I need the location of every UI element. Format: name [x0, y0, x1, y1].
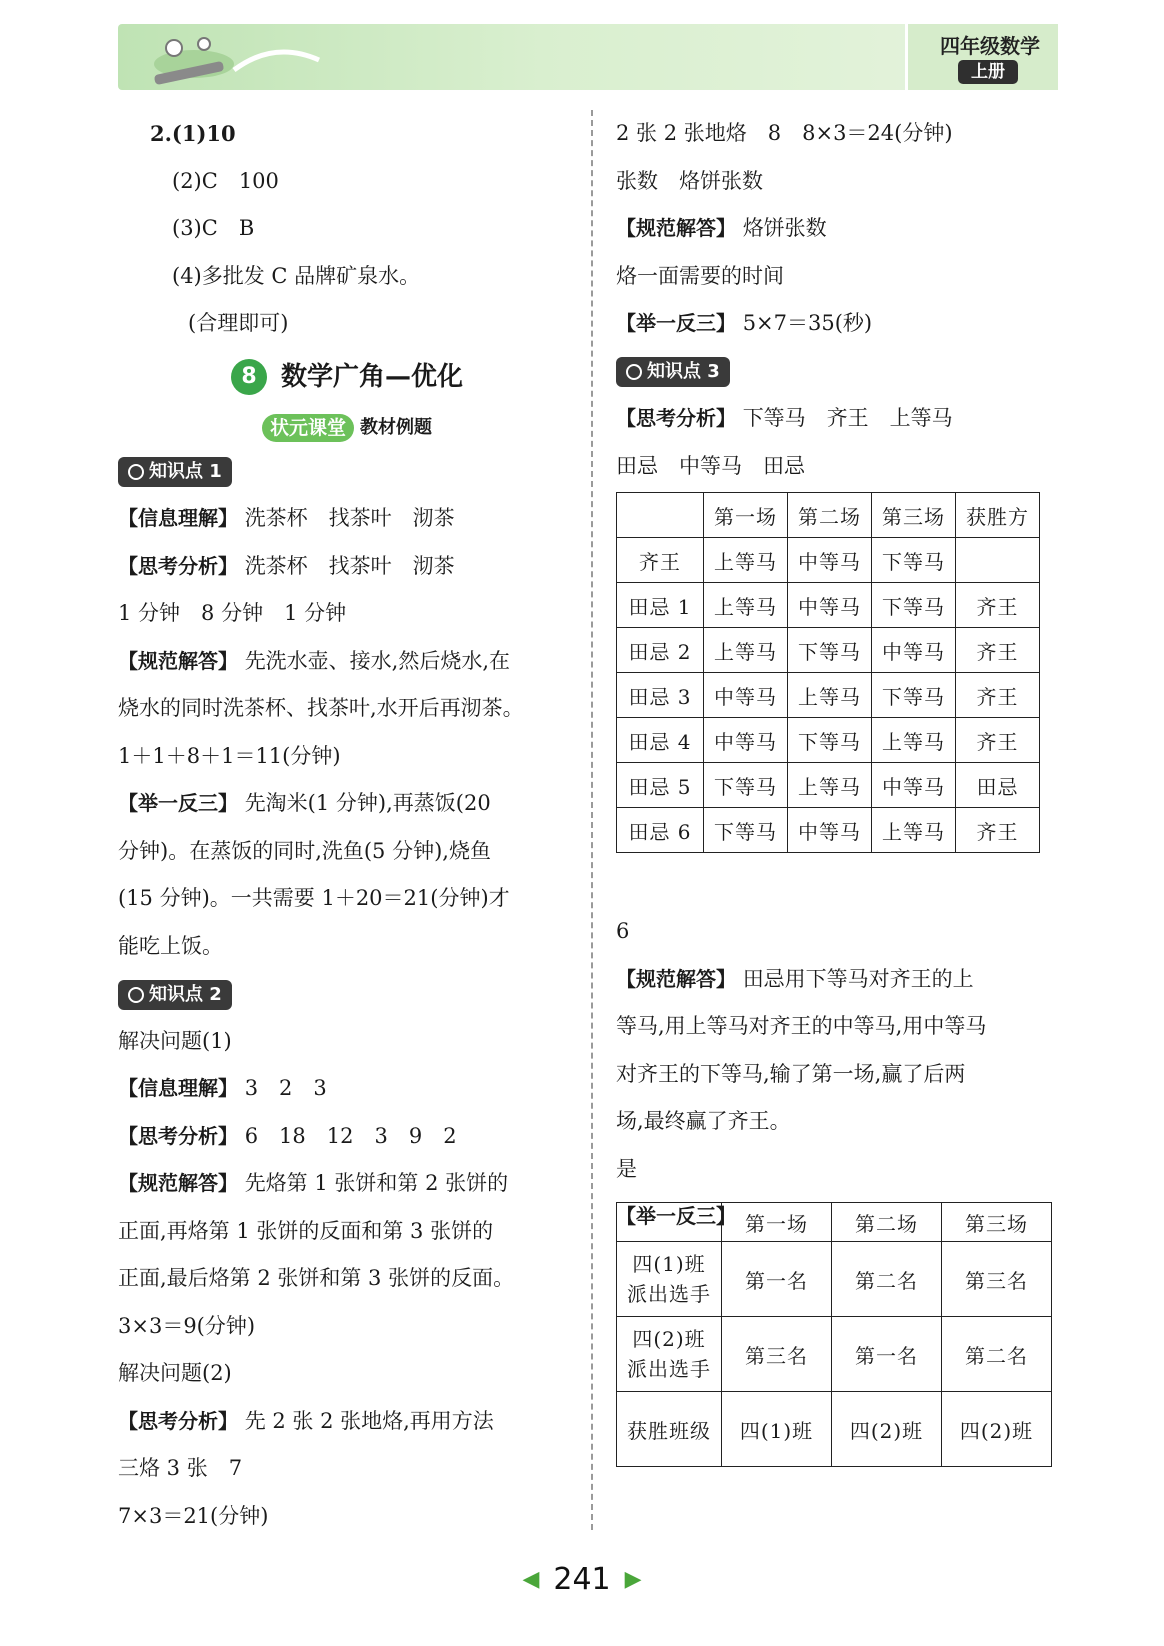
right-column: [616, 110, 1068, 490]
table-cell: 获胜班级: [617, 1392, 722, 1467]
table-cell: 上等马: [788, 763, 872, 808]
answer-line: 【规范解答】 田忌用下等马对齐王的上: [616, 966, 974, 991]
answer-line: 【规范解答】 烙饼张数: [616, 216, 827, 240]
label-standard: 【规范解答】: [118, 1171, 238, 1195]
answer-line: 【举一反三】 先淘米(1 分钟),再蒸饭(20: [118, 791, 491, 815]
table-row: [617, 583, 1040, 628]
table-row: [617, 538, 1040, 583]
answer-line: 正面,最后烙第 2 张饼和第 3 张饼的反面。: [118, 1266, 515, 1290]
label-info: 【信息理解】: [118, 506, 238, 530]
answer-line: (3)C B: [172, 216, 255, 240]
left-arrow-icon: ◀: [522, 1567, 540, 1592]
table-cell: 中等马: [872, 763, 956, 808]
table-cell: 四(2)班: [942, 1392, 1052, 1467]
table-row: [617, 1242, 1052, 1317]
table-cell: 齐王: [956, 583, 1040, 628]
table-cell: 田忌 6: [617, 808, 704, 853]
grade-title: 四年级数学: [940, 34, 1040, 58]
label-info: 【信息理解】: [118, 1076, 238, 1100]
label-think: 【思考分析】: [616, 406, 736, 430]
answer-line: 6: [616, 919, 630, 943]
label-standard: 【规范解答】: [616, 216, 736, 240]
table-cell: 第三场: [872, 493, 956, 538]
label-example: 【举一反三】: [616, 1204, 736, 1228]
horse-race-table: [616, 492, 1040, 853]
pencil-illustration-icon: [134, 30, 324, 86]
table-cell: 上等马: [872, 808, 956, 853]
answer-line: 【思考分析】 先 2 张 2 张地烙,再用方法: [118, 1408, 494, 1433]
table-cell: 四(2)班: [832, 1392, 942, 1467]
table-cell: 下等马: [872, 583, 956, 628]
table-cell: 齐王: [956, 673, 1040, 718]
table-cell: 上等马: [704, 583, 788, 628]
answer-line: (2)C 100: [172, 168, 279, 193]
table-cell: 齐王: [956, 628, 1040, 673]
table-row: [617, 673, 1040, 718]
answer-line: 分钟)。在蒸饭的同时,洗鱼(5 分钟),烧鱼: [118, 838, 491, 863]
target-icon: [128, 464, 144, 480]
table-row: [617, 628, 1040, 673]
table-cell: 齐王: [956, 808, 1040, 853]
table-cell: 中等马: [788, 583, 872, 628]
table-cell: 第二名: [832, 1242, 942, 1317]
right-arrow-icon: ▶: [624, 1567, 642, 1592]
answer-line: 正面,再烙第 1 张饼的反面和第 3 张饼的: [118, 1218, 494, 1243]
section-heading: [118, 348, 576, 406]
table-row: [617, 718, 1040, 763]
answer-line: 【信息理解】 3 2 3: [118, 1076, 327, 1100]
answer-line: (合理即可): [188, 311, 289, 335]
answer-line: (15 分钟)。一共需要 1＋20＝21(分钟)才: [118, 886, 510, 910]
answer-line: 3×3＝9(分钟): [118, 1313, 256, 1338]
table-header-row: [617, 1203, 1052, 1242]
answer-line: 【思考分析】 下等马 齐王 上等马: [616, 406, 953, 430]
table-cell: [956, 538, 1040, 583]
answer-line: (4)多批发 C 品牌矿泉水。: [172, 263, 421, 288]
knowledge-point-badge: 知识点 1: [118, 457, 232, 487]
table-cell: 第二名: [942, 1317, 1052, 1392]
answer-line: 对齐王的下等马,输了第一场,赢了后两: [616, 1061, 966, 1086]
label-standard: 【规范解答】: [616, 966, 736, 991]
table-cell: 中等马: [704, 718, 788, 763]
answer-line: 1 分钟 8 分钟 1 分钟: [118, 601, 347, 625]
column-divider: [591, 110, 593, 1530]
answer-line: 烧水的同时洗茶杯、找茶叶,水开后再沏茶。: [118, 696, 524, 720]
table-cell: 第二场: [788, 493, 872, 538]
table-cell: 齐王: [617, 538, 704, 583]
label-think: 【思考分析】: [118, 1408, 238, 1433]
answer-line: 2.(1)10: [150, 121, 236, 146]
table-row: [617, 1317, 1052, 1392]
course-banner: [118, 406, 576, 448]
table-cell: 下等马: [872, 673, 956, 718]
table-cell: 下等马: [788, 718, 872, 763]
table-cell: 上等马: [704, 628, 788, 673]
volume-badge: 上册: [958, 60, 1018, 84]
banner-pill: 状元课堂: [262, 414, 354, 442]
answer-line: 等马,用上等马对齐王的中等马,用中等马: [616, 1014, 987, 1038]
answer-line: 田忌 中等马 田忌: [616, 453, 805, 478]
table-cell: 第三名: [942, 1242, 1052, 1317]
table-cell: 田忌 3: [617, 673, 704, 718]
table-cell: 获胜方: [956, 493, 1040, 538]
table-cell: [617, 493, 704, 538]
table-cell: 上等马: [704, 538, 788, 583]
table-cell: 中等马: [788, 538, 872, 583]
table-cell: 齐王: [956, 718, 1040, 763]
page-number: ◀ 241 ▶: [522, 1562, 642, 1597]
table-cell: 上等马: [872, 718, 956, 763]
answer-line: 场,最终赢了齐王。: [616, 1109, 791, 1133]
table-cell: 下等马: [788, 628, 872, 673]
class-contest-table: [616, 1202, 1052, 1467]
table-cell: 下等马: [872, 538, 956, 583]
answer-line: 烙一面需要的时间: [616, 263, 784, 288]
label-think: 【思考分析】: [118, 1123, 238, 1148]
knowledge-point-row: [118, 970, 576, 1018]
knowledge-point-badge: 知识点 3: [616, 357, 730, 387]
section-title: 数学广角—优化: [280, 361, 463, 392]
answer-line: 三烙 3 张 7: [118, 1456, 243, 1480]
answer-line: 1＋1＋8＋1＝11(分钟): [118, 743, 341, 768]
target-icon: [128, 987, 144, 1003]
table-cell: 田忌 1: [617, 583, 704, 628]
knowledge-point-row: [616, 348, 1068, 396]
table-cell: 四(2)班 派出选手: [617, 1317, 722, 1392]
answer-line: 能吃上饭。: [118, 933, 223, 958]
answer-line: 解决问题(2): [118, 1361, 232, 1385]
table-cell: 中等马: [872, 628, 956, 673]
table-header-row: [617, 493, 1040, 538]
table-cell: 第一场: [704, 493, 788, 538]
table-cell: 上等马: [788, 673, 872, 718]
table-cell: 下等马: [704, 808, 788, 853]
table-cell: 第三场: [942, 1203, 1052, 1242]
answer-line: 解决问题(1): [118, 1028, 232, 1053]
target-icon: [626, 364, 642, 380]
knowledge-point-badge: 知识点 2: [118, 980, 232, 1010]
answer-line: 【规范解答】 先烙第 1 张饼和第 2 张饼的: [118, 1171, 509, 1195]
table-cell: [617, 1203, 722, 1242]
table-row: [617, 763, 1040, 808]
banner-text: 教材例题: [360, 417, 432, 438]
table-cell: 中等马: [704, 673, 788, 718]
label-think: 【思考分析】: [118, 553, 238, 578]
answer-line: 【信息理解】 洗茶杯 找茶叶 沏茶: [118, 506, 455, 530]
answer-line: 【思考分析】 洗茶杯 找茶叶 沏茶: [118, 553, 455, 578]
label-example: 【举一反三】: [118, 791, 238, 815]
answer-line: 张数 烙饼张数: [616, 168, 763, 193]
table-cell: 第一场: [722, 1203, 832, 1242]
answer-line: 【思考分析】 6 18 12 3 9 2: [118, 1123, 457, 1148]
table-cell: 田忌 2: [617, 628, 704, 673]
table-cell: 第一名: [722, 1242, 832, 1317]
label-example: 【举一反三】: [616, 311, 736, 335]
knowledge-point-row: [118, 448, 576, 496]
table-cell: 第三名: [722, 1317, 832, 1392]
answer-line: 是: [616, 1156, 637, 1181]
table-cell: 田忌 5: [617, 763, 704, 808]
header-badge-area: [905, 24, 1058, 90]
answer-line: 【规范解答】 先洗水壶、接水,然后烧水,在: [118, 648, 511, 673]
table-cell: 第二场: [832, 1203, 942, 1242]
page-header: [118, 24, 1058, 90]
answer-line: 7×3＝21(分钟): [118, 1503, 269, 1528]
table-cell: 下等马: [704, 763, 788, 808]
table-cell: 第一名: [832, 1317, 942, 1392]
left-column: [118, 110, 576, 1540]
table-cell: 四(1)班: [722, 1392, 832, 1467]
table-row: [617, 1392, 1052, 1467]
section-number-badge: 8: [231, 359, 267, 395]
table-cell: 田忌: [956, 763, 1040, 808]
table-row: [617, 808, 1040, 853]
table-cell: 四(1)班 派出选手: [617, 1242, 722, 1317]
table-cell: 中等马: [788, 808, 872, 853]
right-column-lower: [616, 908, 1068, 1241]
table-cell: 田忌 4: [617, 718, 704, 763]
label-standard: 【规范解答】: [118, 648, 238, 673]
answer-line: 【举一反三】 5×7＝35(秒): [616, 311, 873, 335]
answer-line: 2 张 2 张地烙 8 8×3＝24(分钟): [616, 121, 953, 145]
